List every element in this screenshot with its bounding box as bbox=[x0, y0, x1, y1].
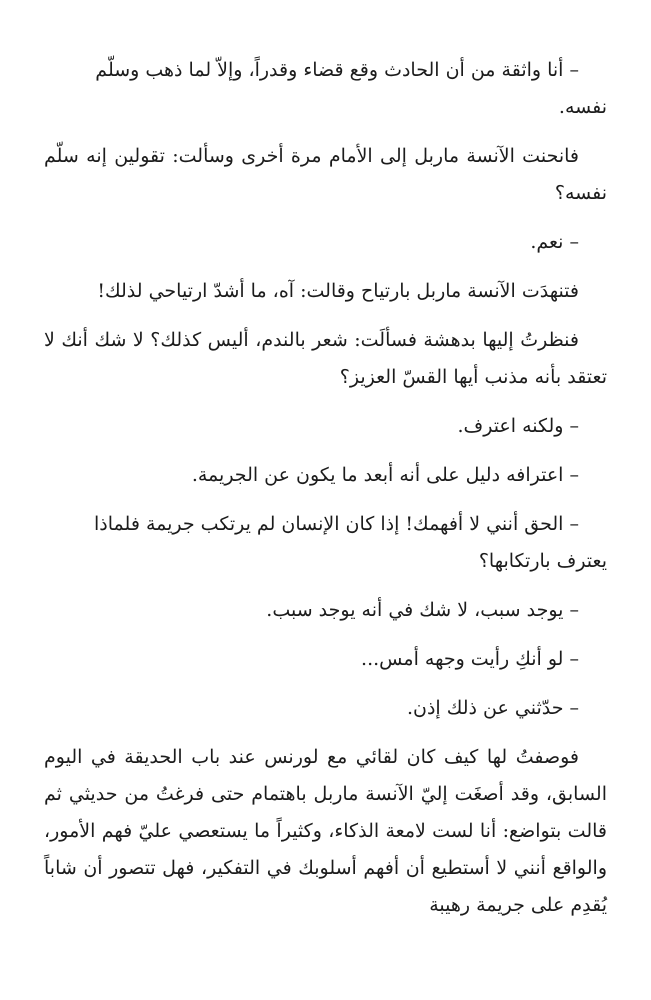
paragraph-1: – أنا واثقة من أن الحادث وقع قضاء وقدراً، وإلاّ لما ذهب وسلّم نفسه. bbox=[95, 59, 607, 118]
paragraph-9: – يوجد سبب، لا شك في أنه يوجد سبب. bbox=[266, 599, 579, 621]
paragraph-12: فوصفتُ لها كيف كان لقائي مع لورنس عند باب الحديقة في اليوم السابق، وقد أصغَت إليّ الآنسة ماربل باهتمام حتى فرغتُ من حديثي ثم قالت بتواضع: أنا لست لامعة الذكاء، وكثيراً ما يستعصي عليّ فهم الأمور، والواقع أنني لا أستطيع أن أفهم أسلوبك في التفكير، فهل تتصور أن شاباً يُقدِم على جريمة رهيبة bbox=[44, 746, 607, 916]
paragraph-11: – حدّثني عن ذلك إذن. bbox=[406, 697, 579, 719]
paragraph-7: – اعترافه دليل على أنه أبعد ما يكون عن الجريمة. bbox=[191, 464, 579, 486]
paragraph-5: فنظرتُ إليها بدهشة فسألَت: شعر بالندم، أليس كذلك؟ لا شك أنك لا تعتقد بأنه مذنب أيها القسّ العزيز؟ bbox=[44, 329, 607, 388]
paragraph-2: فانحنت الآنسة ماربل إلى الأمام مرة أخرى وسألت: تقولين إنه سلّم نفسه؟ bbox=[44, 145, 607, 204]
paragraph-10: – لو أنكِ رأيت وجهه أمس... bbox=[361, 648, 579, 670]
paragraph-8: – الحق أنني لا أفهمك! إذا كان الإنسان لم يرتكب جريمة فلماذا يعترف بارتكابها؟ bbox=[94, 513, 607, 572]
paragraph-6: – ولكنه اعترف. bbox=[457, 415, 579, 437]
paragraph-4: فتنهدَت الآنسة ماربل بارتياح وقالت: آه، ما أشدّ ارتياحي لذلك! bbox=[97, 280, 579, 302]
book-page bbox=[44, 52, 607, 924]
paragraph-3: – نعم. bbox=[530, 231, 579, 253]
